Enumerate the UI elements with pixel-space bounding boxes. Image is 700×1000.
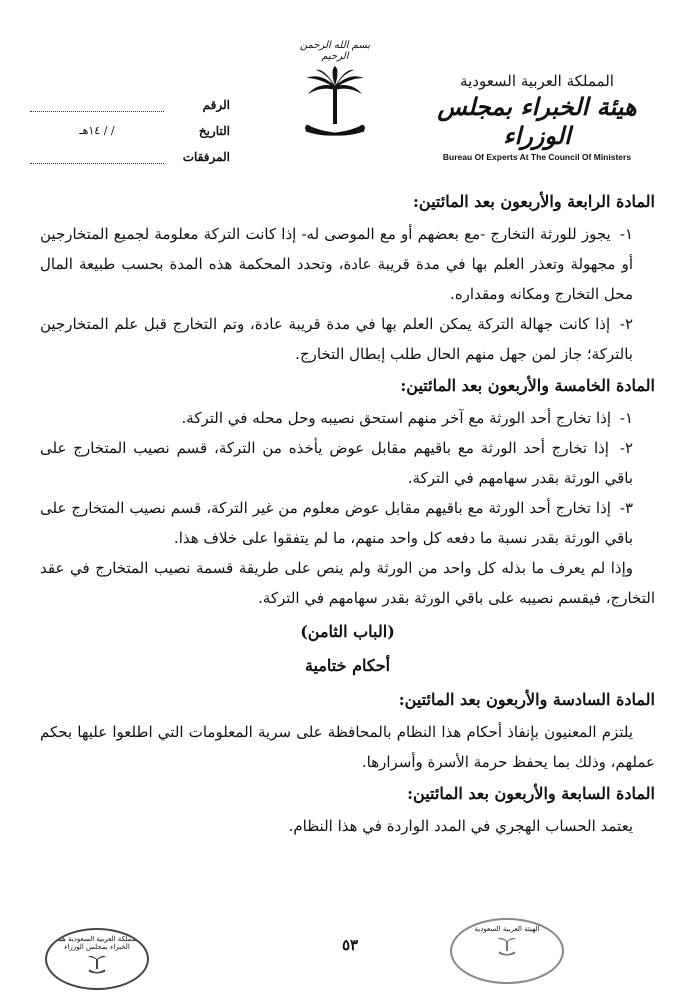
attachments-row bbox=[30, 138, 230, 164]
bureau-name-english: Bureau Of Experts At The Council Of Ministers bbox=[442, 152, 632, 162]
palm-swords-icon bbox=[300, 64, 370, 144]
chapter-subtitle: أحكام ختامية bbox=[304, 656, 391, 675]
article-244-item-2: ٢- إذا كانت جهالة التركة يمكن العلم بها في مدة قريبة عادة، وتم التخارج قبل علم المتخارجين بالتركة؛ جاز لمن جهل منهم الحال طلب إبطال التخارج. bbox=[40, 315, 633, 363]
number-row bbox=[30, 86, 230, 112]
page-number: ٥٣ bbox=[341, 936, 359, 954]
attachments-label: المرفقات bbox=[182, 150, 230, 164]
article-244-item-1: ١- يجوز للورثة التخارج -مع بعضهم أو مع الموصى له- إذا كانت التركة معلومة لجميع المتخارجين أو مجهولة وتعذر العلم بها في مدة قريبة عادة، وتحدد المحكمة هذه المدة بحسب طبيعة المال محل التخارج ومكانه ومقداره. bbox=[40, 225, 633, 303]
basmala: بسم الله الرحمن الرحيم bbox=[299, 40, 371, 62]
issuer-block bbox=[432, 72, 642, 162]
article-246-text: يلتزم المعنيون بإنفاذ أحكام هذا النظام بالمحافظة على سرية المعلومات التي اطلعوا عليها بحكم عملهم، وذلك بما يحفظ حرمة الأسرة وأسرارها. bbox=[40, 723, 655, 771]
number-line bbox=[30, 97, 164, 112]
date-row bbox=[30, 112, 230, 138]
seal-emblem-icon bbox=[87, 953, 107, 975]
seal-emblem-icon bbox=[497, 935, 517, 957]
seal-right-text: الهيئة العربية السعودية bbox=[474, 925, 540, 933]
article-244-title: المادة الرابعة والأربعون بعد المائتين: bbox=[413, 192, 655, 211]
article-245-closing: وإذا لم يعرف ما بذله كل واحد من الورثة ولم ينص على طريقة قسمة نصيب المتخارج في عقد التخارج، فيقسم نصيبه على باقي الورثة بقدر سهامهم في التركة. bbox=[40, 559, 655, 607]
date-value: / / ١٤هـ bbox=[79, 124, 115, 137]
number-label: الرقم bbox=[202, 98, 230, 112]
article-245-item-2: ٢- إذا تخارج أحد الورثة مع باقيهم مقابل عوض يأخذه من التركة، قسم نصيب المتخارج على باقي الورثة بقدر سهامهم في التركة. bbox=[40, 439, 633, 487]
bureau-name-arabic: هيئة الخبراء بمجلس الوزراء bbox=[437, 92, 637, 150]
article-245-title: المادة الخامسة والأربعون بعد المائتين: bbox=[400, 376, 655, 395]
chapter-title: (الباب الثامن) bbox=[300, 622, 395, 641]
article-247-text: يعتمد الحساب الهجري في المدد الواردة في هذا النظام. bbox=[288, 817, 633, 835]
document-body bbox=[40, 185, 655, 841]
government-name: المملكة العربية السعودية bbox=[460, 72, 614, 90]
reference-fields bbox=[30, 86, 230, 164]
article-247-title: المادة السابعة والأربعون بعد المائتين: bbox=[407, 784, 655, 803]
official-seal-left bbox=[45, 928, 149, 990]
emblem bbox=[295, 40, 375, 144]
article-245-item-1: ١- إذا تخارج أحد الورثة مع آخر منهم استحق نصيبه وحل محله في التركة. bbox=[181, 409, 633, 427]
article-246-title: المادة السادسة والأربعون بعد المائتين: bbox=[398, 690, 655, 709]
date-label: التاريخ bbox=[198, 124, 230, 138]
attachments-line bbox=[30, 149, 164, 164]
seal-left-text: المملكة العربية السعودية هيئة الخبراء بمجلس الوزراء bbox=[54, 935, 140, 951]
official-seal-right bbox=[450, 918, 564, 984]
article-245-item-3: ٣- إذا تخارج أحد الورثة مع باقيهم مقابل عوض معلوم من غير التركة، قسم نصيب المتخارج على باقي الورثة بقدر نسبة ما دفعه كل واحد منهم، ما لم يتفقوا على خلاف هذا. bbox=[40, 499, 633, 547]
